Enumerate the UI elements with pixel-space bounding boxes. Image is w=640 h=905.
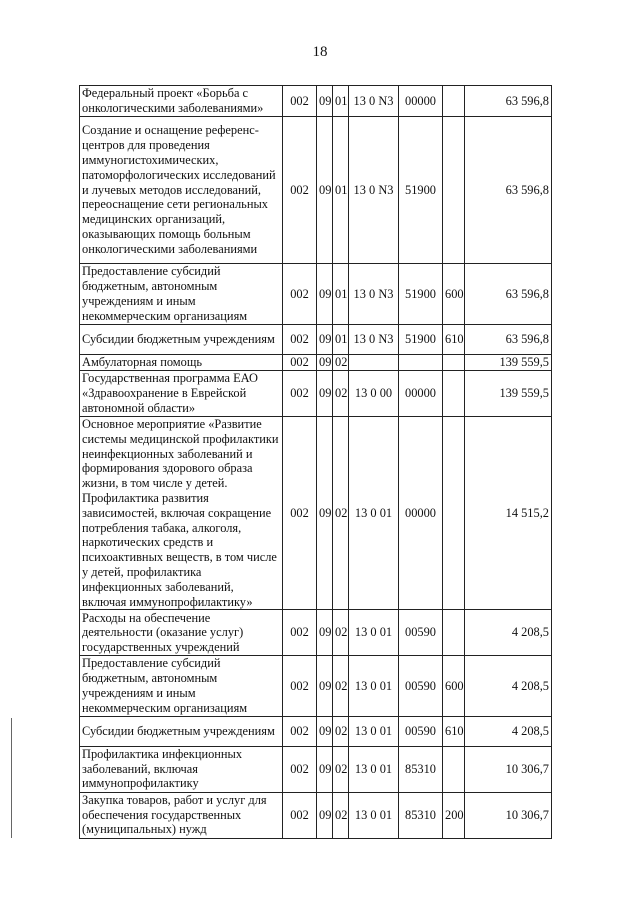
row-subsection: 02 <box>333 656 349 716</box>
row-subsection: 02 <box>333 417 349 610</box>
row-target-direction: 85310 <box>399 792 443 838</box>
row-target-program: 13 0 01 <box>349 610 399 656</box>
row-target-program: 13 0 01 <box>349 716 399 746</box>
row-sum: 14 515,2 <box>465 417 552 610</box>
row-subsection: 02 <box>333 355 349 371</box>
row-target-direction: 00590 <box>399 610 443 656</box>
row-ved: 002 <box>283 264 317 325</box>
row-sum: 63 596,8 <box>465 86 552 117</box>
row-sum: 10 306,7 <box>465 746 552 792</box>
row-ved: 002 <box>283 117 317 264</box>
row-section: 09 <box>317 86 333 117</box>
row-ved: 002 <box>283 610 317 656</box>
table-row <box>80 264 552 325</box>
row-expense-type: 600 <box>443 656 465 716</box>
row-sum: 4 208,5 <box>465 716 552 746</box>
row-expense-type <box>443 417 465 610</box>
row-name: Основное мероприятие «Развитие системы медицинской профилактики неинфекционных заболеваний и формирования здорового образа жизни, в том числе у детей. Профилактика развития зависимостей, включая сокращение потребления табака, алкоголя, наркотических средств и психоактивных веществ, в том числе у детей, профилактика инфекционных заболеваний, включая иммунопрофилактику» <box>80 417 283 610</box>
row-subsection: 01 <box>333 264 349 325</box>
row-ved: 002 <box>283 371 317 417</box>
row-ved: 002 <box>283 417 317 610</box>
row-target-program: 13 0 N3 <box>349 325 399 355</box>
row-target-program: 13 0 N3 <box>349 264 399 325</box>
row-ved: 002 <box>283 86 317 117</box>
table-row <box>80 325 552 355</box>
table-row <box>80 792 552 838</box>
row-ved: 002 <box>283 792 317 838</box>
margin-line <box>11 718 12 838</box>
table-row <box>80 716 552 746</box>
row-section: 09 <box>317 264 333 325</box>
row-section: 09 <box>317 355 333 371</box>
row-expense-type <box>443 610 465 656</box>
row-sum: 4 208,5 <box>465 656 552 716</box>
row-name: Федеральный проект «Борьба с онкологическими заболеваниями» <box>80 86 283 117</box>
row-subsection: 02 <box>333 746 349 792</box>
row-sum: 139 559,5 <box>465 355 552 371</box>
row-target-direction: 51900 <box>399 117 443 264</box>
row-subsection: 02 <box>333 716 349 746</box>
table-row <box>80 371 552 417</box>
row-ved: 002 <box>283 355 317 371</box>
row-ved: 002 <box>283 656 317 716</box>
row-ved: 002 <box>283 325 317 355</box>
row-subsection: 02 <box>333 610 349 656</box>
row-target-direction: 00000 <box>399 371 443 417</box>
table-row <box>80 355 552 371</box>
row-subsection: 01 <box>333 117 349 264</box>
row-expense-type <box>443 371 465 417</box>
row-target-program: 13 0 01 <box>349 417 399 610</box>
row-sum: 63 596,8 <box>465 325 552 355</box>
row-target-direction: 51900 <box>399 264 443 325</box>
row-target-direction: 00000 <box>399 86 443 117</box>
table-row <box>80 117 552 264</box>
table-row <box>80 610 552 656</box>
row-target-direction: 00590 <box>399 656 443 716</box>
row-target-program: 13 0 N3 <box>349 117 399 264</box>
row-sum: 63 596,8 <box>465 264 552 325</box>
row-target-direction: 51900 <box>399 325 443 355</box>
row-name: Субсидии бюджетным учреждениям <box>80 325 283 355</box>
row-sum: 4 208,5 <box>465 610 552 656</box>
row-name: Государственная программа ЕАО «Здравоохранение в Еврейской автономной области» <box>80 371 283 417</box>
row-section: 09 <box>317 792 333 838</box>
row-target-direction <box>399 355 443 371</box>
row-section: 09 <box>317 746 333 792</box>
row-expense-type <box>443 746 465 792</box>
row-expense-type <box>443 86 465 117</box>
row-name: Расходы на обеспечение деятельности (оказание услуг) государственных учреждений <box>80 610 283 656</box>
row-subsection: 02 <box>333 371 349 417</box>
row-ved: 002 <box>283 746 317 792</box>
row-expense-type: 600 <box>443 264 465 325</box>
row-subsection: 01 <box>333 325 349 355</box>
row-section: 09 <box>317 371 333 417</box>
row-sum: 63 596,8 <box>465 117 552 264</box>
table-row <box>80 746 552 792</box>
row-name: Предоставление субсидий бюджетным, автономным учреждениям и иным некоммерческим организациям <box>80 264 283 325</box>
row-section: 09 <box>317 610 333 656</box>
row-sum: 139 559,5 <box>465 371 552 417</box>
table-row <box>80 86 552 117</box>
row-target-program: 13 0 01 <box>349 746 399 792</box>
row-name: Закупка товаров, работ и услуг для обеспечения государственных (муниципальных) нужд <box>80 792 283 838</box>
row-target-direction: 85310 <box>399 746 443 792</box>
row-expense-type: 200 <box>443 792 465 838</box>
row-name: Предоставление субсидий бюджетным, автономным учреждениям и иным некоммерческим организациям <box>80 656 283 716</box>
row-name: Субсидии бюджетным учреждениям <box>80 716 283 746</box>
row-name: Профилактика инфекционных заболеваний, включая иммунопрофилактику <box>80 746 283 792</box>
row-subsection: 02 <box>333 792 349 838</box>
row-section: 09 <box>317 117 333 264</box>
row-section: 09 <box>317 656 333 716</box>
row-target-program: 13 0 N3 <box>349 86 399 117</box>
row-subsection: 01 <box>333 86 349 117</box>
budget-table <box>79 85 552 839</box>
row-target-direction: 00000 <box>399 417 443 610</box>
table-row <box>80 417 552 610</box>
row-target-program: 13 0 01 <box>349 656 399 716</box>
budget-table-body <box>80 86 552 839</box>
row-ved: 002 <box>283 716 317 746</box>
page-number: 18 <box>312 44 328 60</box>
row-sum: 10 306,7 <box>465 792 552 838</box>
row-expense-type <box>443 355 465 371</box>
row-target-program <box>349 355 399 371</box>
row-target-direction: 00590 <box>399 716 443 746</box>
row-target-program: 13 0 00 <box>349 371 399 417</box>
row-name: Амбулаторная помощь <box>80 355 283 371</box>
row-section: 09 <box>317 417 333 610</box>
row-section: 09 <box>317 325 333 355</box>
row-target-program: 13 0 01 <box>349 792 399 838</box>
row-section: 09 <box>317 716 333 746</box>
row-expense-type <box>443 117 465 264</box>
row-expense-type: 610 <box>443 325 465 355</box>
row-expense-type: 610 <box>443 716 465 746</box>
row-name: Создание и оснащение референс-центров для проведения иммуногистохимических, патоморфологических исследований и лучевых методов исследований, переоснащение сети региональных медицинских организаций, оказывающих помощь больным онкологическими заболеваниями <box>80 117 283 264</box>
table-row <box>80 656 552 716</box>
